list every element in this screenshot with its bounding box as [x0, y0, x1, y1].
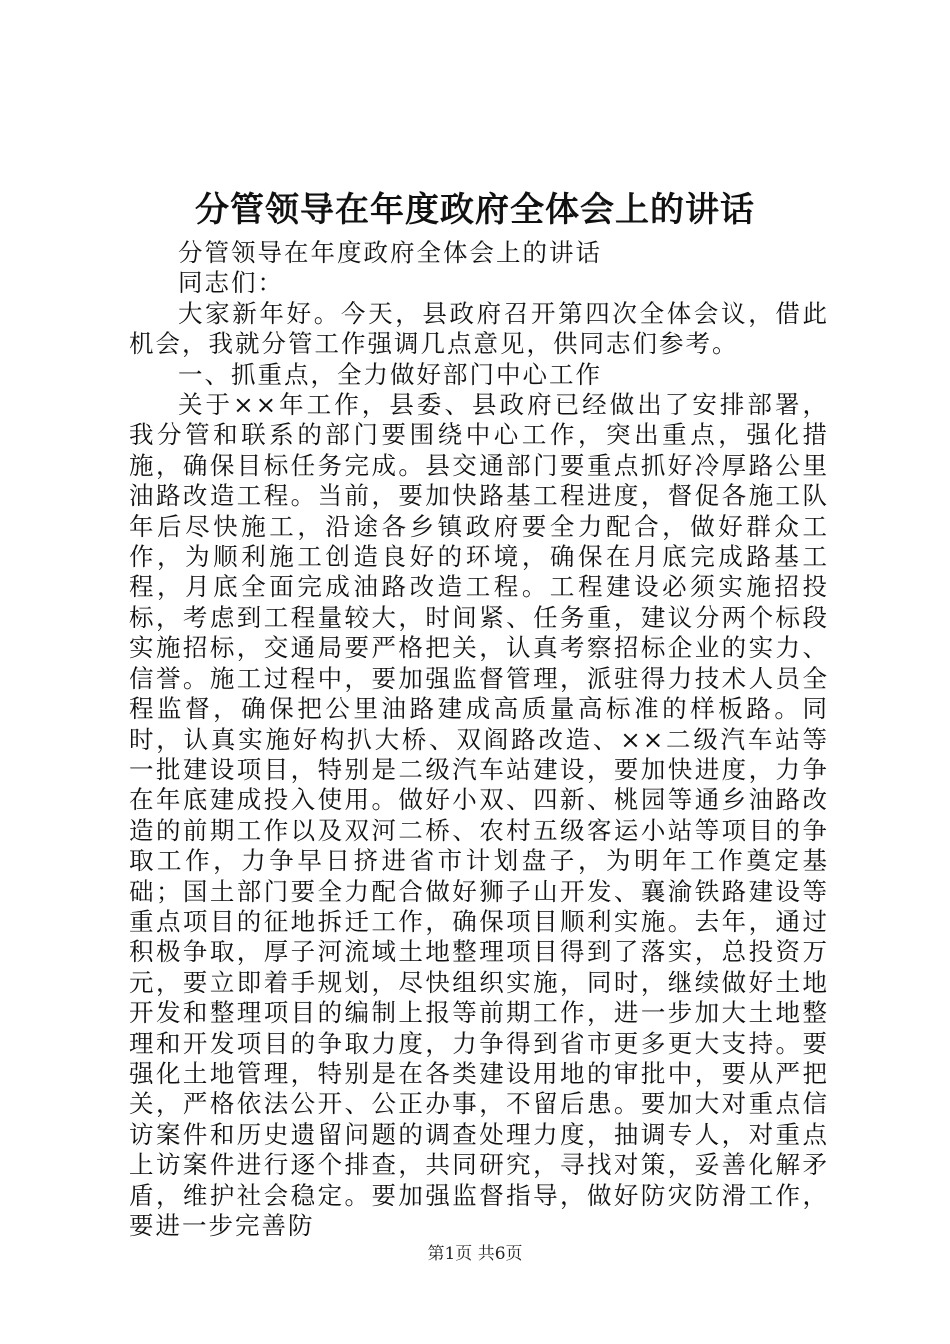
section-heading: 一、抓重点，全力做好部门中心工作 — [178, 359, 602, 389]
body-paragraph: 关于××年工作，县委、县政府已经做出了安排部署，我分管和联系的部门要围绕中心工作，突出重点，强化措施，确保目标任务完成。县交通部门要重点抓好冷厚路公里油路改造工程。当前，要加快路基工程进度，督促各施工队年后尽快施工，沿途各乡镇政府要全力配合，做好群众工作，为顺利施工创造良好的环境，确保在月底完成路基工程，月底全面完成油路改造工程。工程建设必须实施招投标，考虑到工程量较大，时间紧、任务重，建议分两个标段实施招标，交通局要严格把关，认真考察招标企业的实力、信誉。施工过程中，要加强监督管理，派驻得力技术人员全程监督，确保把公里油路建成高质量高标准的样板路。同时，认真实施好构扒大桥、双阎路改造、××二级汽车站等一批建设项目，特别是二级汽车站建设，要加快进度，力争在年底建成投入使用。做好小双、四新、桃园等通乡油路改造的前期工作以及双河二桥、农村五级客运小站等项目的争取工作，力争早日挤进省市计划盘子，为明年工作奠定基础；国土部门要全力配合做好狮子山开发、襄渝铁路建设等重点项目的征地拆迁工作，确保项目顺利实施。去年，通过积极争取，厚子河流域土地整理项目得到了落实，总投资万元，要立即着手规划，尽快组织实施，同时，继续做好土地开发和整理项目的编制上报等前期工作，进一步加大土地整理和开发项目的争取力度，力争得到省市更多更大支持。要强化土地管理，特别是在各类建设用地的审批中，要从严把关，严格依法公开、公正办事，不留后患。要加大对重点信访案件和历史遗留问题的调查处理力度，抽调专人，对重点上访案件进行逐个排查，共同研究，寻找对策，妥善化解矛盾，维护社会稳定。要加强监督指导，做好防灾防滑工作，要进一步完善防 — [129, 390, 829, 1240]
document-title: 分管领导在年度政府全体会上的讲话 — [195, 190, 755, 230]
subtitle-paragraph: 分管领导在年度政府全体会上的讲话 — [178, 238, 602, 267]
salutation-paragraph: 同志们： — [178, 268, 284, 298]
page-number-footer: 第1页 共6页 — [427, 1244, 523, 1264]
document-body — [129, 238, 829, 1241]
opening-paragraph: 大家新年好。今天，县政府召开第四次全体会议，借此机会，我就分管工作强调几点意见，供同志们参考。 — [129, 298, 829, 359]
